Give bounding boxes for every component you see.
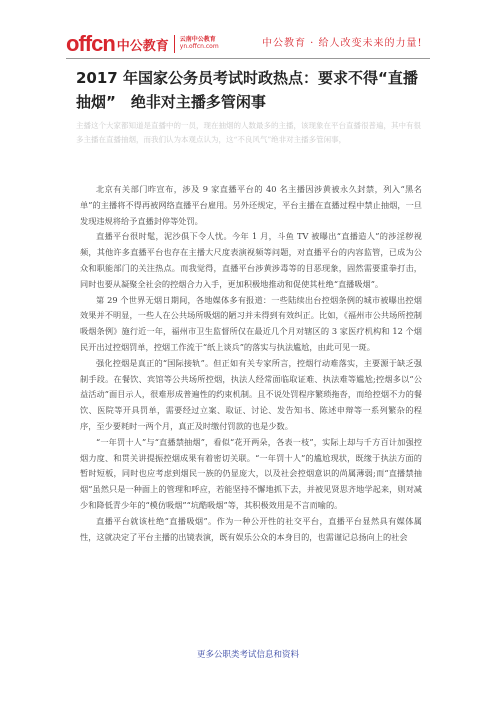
paragraph: 北京有关部门昨宣布，涉及 9 家直播平台的 40 名主播因涉黄被永久封禁，列入“黑名单”的主播将不得再被网络直播平台雇用。另外还规定，平台主播在直播过程中禁止抽烟，一旦发现违规将给予直播封停等处罚。 — [80, 184, 422, 226]
header-divider — [66, 58, 430, 59]
logo-brand: offcn — [66, 31, 115, 56]
offcn-logo[interactable] — [66, 31, 219, 57]
page-header — [0, 0, 496, 62]
article-title: 2017 年国家公务员考试时政热点：要求不得“直播抽烟” 绝非对主播多管闲事 — [76, 69, 418, 111]
logo-divider — [174, 35, 175, 53]
logo-cn-text: 中公教育 — [116, 38, 169, 54]
header-slogan: 中公教育 · 给人改变未来的力量! — [262, 38, 423, 49]
article-summary: 主播这个大家都知道是直播中的一员，现在抽烟的人数最多的主播，该现象在平台直播很普遍，其中有很多主播在直播抽烟，而我们认为本观点认为，这“不良风气”绝非对主播多管闲事， — [76, 121, 421, 144]
paragraph: 强化控烟是真正的“国际接轨”。但正如有关专家所言，控烟行动难落实，主要源于缺乏强制手段。在餐饮、宾馆等公共场所控烟，执法人经常面临取证难、执法难等尴尬;控烟多以“公益活动”面目示人，很难形成普遍性的约束机制。且不说处罚程序繁琐拖沓，而给控烟不力的餐饮、医院等开具罚单，需要经过立案、取证、讨论、发告知书、陈述申辩等一系列繁杂的程序，至少要耗时一两个月，真正及时缴付罚款的也是少数。 — [80, 357, 422, 431]
paragraph: “一年罚十人”与“直播禁抽烟”，看似“花开两朵，各表一枝”，实际上却与千方百计加强控烟力度、和贯关讲提振控烟成果有着密切关联。“一年罚十人”的尴尬现状，既缘于执法方面的暂时短板，同时也应考虑到烟民一族的仍显庞大，以及社会控烟意识的尚属薄弱;而“直播禁抽烟”虽然只是一种面上的管理和呼应，若能坚持不懈地抓下去，并被见贤思齐地学起来，则对减少和降低青少年的“模仿吸烟”“坑酷吸烟”等，其积极效用是不言而喻的。 — [80, 436, 422, 510]
paragraph: 第 29 个世界无烟日期间，各地媒体多有报道：一些陆续出台控烟条例的城市被曝出控烟效果并不明显，一些人在公共场所吸烟的陋习并未得到有效纠正。比如，《福州市公共场所控制吸烟条例》施行近一年，福州市卫生监督所仅在最近几个月对辖区的 3 家医疗机构和 12 个烟民开出过控烟罚单，控烟工作流于“纸上谈兵”的落实与执法尴尬，由此可见一斑。 — [80, 294, 422, 352]
logo-subtitle — [180, 37, 219, 50]
article-body — [80, 182, 422, 545]
paragraph: 直播平台就该杜绝“直播吸烟”。作为一种公开性的社交平台，直播平台显然具有媒体属性，这就决定了平台主播的出镜表演，既有娱乐公众的本身目的，也需谨记总扬向上的社会 — [80, 515, 422, 542]
paragraph: 直播平台很时髦，泥沙俱下令人忧。今年 1 月，斗鱼 TV 被曝出“直播造人”的涉淫秽视频，其他许多直播平台也存在主播大尺度表演视频等问题，对直播平台的内容监管，已成为公众和职能部门的关注热点。而我觉得，直播平台涉黄涉毒等的目恶现象，固然需要重拳打击，同时也要从凝聚全社会的控烟合力入手，更加积极地推动和促使其杜绝“直播吸烟”。 — [80, 231, 422, 289]
logo-sub-name: 云南中公教育 — [179, 36, 216, 44]
more-info-link[interactable]: 更多公职类考试信息和资料 — [196, 650, 299, 660]
logo-sub-url: yn.offcn.com — [179, 43, 219, 50]
